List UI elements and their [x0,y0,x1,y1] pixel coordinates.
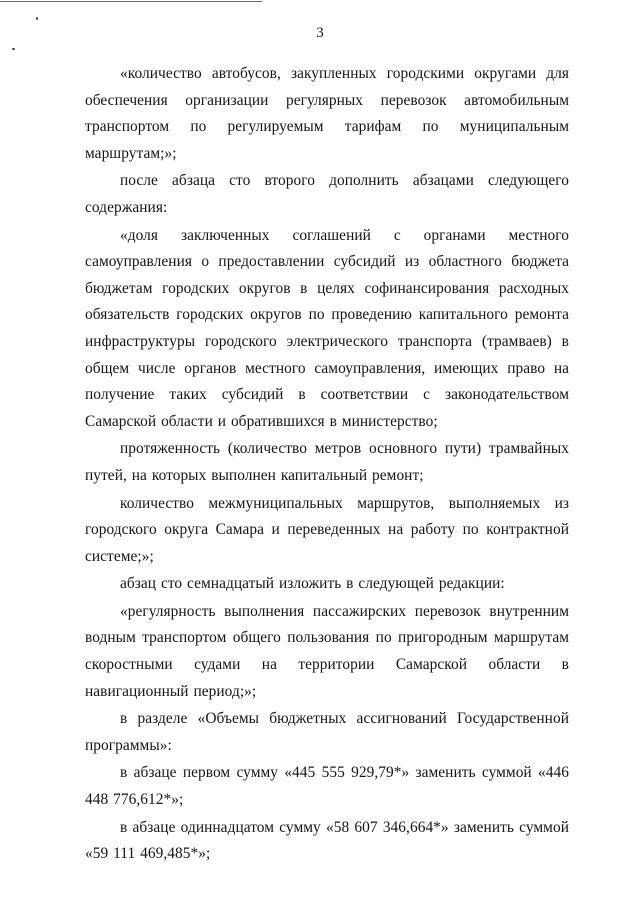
paragraph: абзац сто семнадцатый изложить в следующей редакции: [120,575,505,593]
paragraph: в абзаце одиннадцатом сумму «58 607 346,664*» заменить суммой «59 111 469,485*»; [85,818,569,863]
page-number: 3 [316,25,324,41]
paragraph: «доля заключенных соглашений с органами местного самоуправления о предоставлении субсидий из областного бюджета бюджетам городских округов в целях софинансирования расходных обязательств городских округов по проведению капитального ремонта инфраструктуры городского электрического транспорта (трамваев) в общем числе органов местного самоуправления, имеющих право на получение таких субсидий в соответствии с законодательством Самарской области и обратившихся в министерство; [85,226,569,430]
scan-top-rule [0,1,262,2]
paragraph: количество межмуниципальных маршрутов, выполняемых из городского округа Самара и переведенных на работу по контрактной системе;»; [85,494,569,565]
scan-speck [12,48,15,50]
scan-speck [36,17,38,20]
document-body [85,61,569,869]
paragraph: протяженность (количество метров основного пути) трамвайных путей, на которых выполнен капитальный ремонт; [85,440,569,484]
paragraph: после абзаца сто второго дополнить абзацами следующего содержания: [85,172,569,216]
paragraph: в абзаце первом сумму «445 555 929,79*» заменить суммой «446 448 776,612*»; [85,764,569,809]
paragraph: «количество автобусов, закупленных городскими округами для обеспечения организации регулярных перевозок автомобильным транспортом по регулируемым тарифам по муниципальным маршрутам;»; [85,65,569,162]
paragraph: «регулярность выполнения пассажирских перевозок внутренним водным транспортом общего пользования по пригородным маршрутам скоростными судами на территории Самарской области в навигационный период;»; [85,602,569,700]
paragraph: в разделе «Объемы бюджетных ассигнований Государственной программы»: [85,710,569,754]
